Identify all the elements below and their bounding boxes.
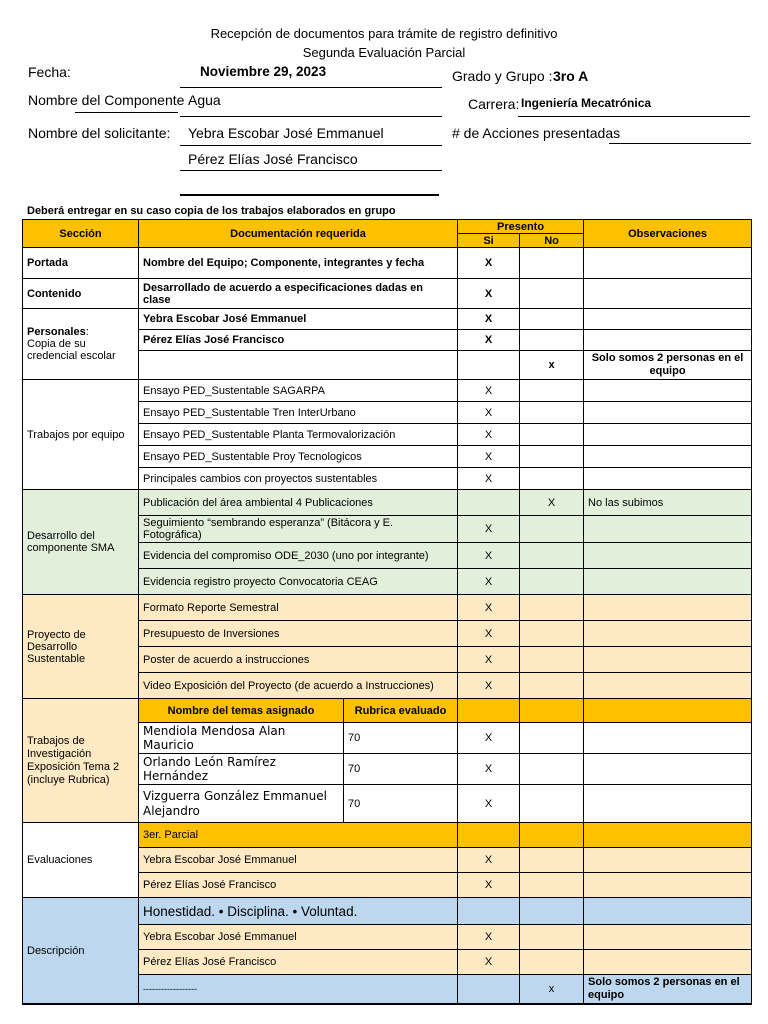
section-sma: Desarrollo del componente SMA — [23, 490, 139, 595]
table-row — [23, 898, 752, 925]
obs-cell — [584, 595, 752, 621]
componente-underline-left — [75, 112, 178, 113]
no-cell — [520, 673, 584, 699]
no-cell — [520, 595, 584, 621]
rubrica-score: 70 — [344, 723, 458, 754]
si-cell — [458, 490, 520, 516]
obs-cell — [584, 330, 752, 351]
no-cell — [520, 279, 584, 309]
si-cell: X — [458, 673, 520, 699]
si-cell: X — [458, 330, 520, 351]
table-row — [23, 823, 752, 848]
col-documentacion: Documentación requerida — [139, 220, 458, 248]
doc-subtitle: Segunda Evaluación Parcial — [302, 45, 466, 60]
doc-cell: Yebra Escobar José Emmanuel — [139, 309, 458, 330]
section-investigacion: Trabajos de Investigación Exposición Tema 2 (incluye Rubrica) — [23, 699, 139, 823]
fecha-value: Noviembre 29, 2023 — [200, 64, 327, 79]
doc-cell: Ensayo PED_Sustentable Planta Termovalorización — [139, 424, 458, 446]
doc-cell: ------------------ — [139, 975, 458, 1005]
doc-cell: Presupuesto de Inversiones — [139, 621, 458, 647]
si-cell: X — [458, 543, 520, 569]
table-row — [23, 248, 752, 279]
si-cell: X — [458, 723, 520, 754]
si-cell — [458, 898, 520, 925]
obs-cell — [584, 309, 752, 330]
obs-cell — [584, 673, 752, 699]
no-cell: x — [520, 975, 584, 1005]
doc-title: Recepción de documentos para trámite de registro definitivo — [210, 26, 558, 41]
doc-cell: Formato Reporte Semestral — [139, 595, 458, 621]
si-cell: X — [458, 647, 520, 673]
section-personales-title: Personales — [27, 326, 86, 338]
obs-cell — [584, 647, 752, 673]
carrera-underline — [518, 116, 750, 117]
section-proyecto: Proyecto de Desarrollo Sustentable — [23, 595, 139, 699]
section-trabajos: Trabajos por equipo — [23, 380, 139, 490]
si-cell: X — [458, 925, 520, 950]
doc-cell: Pérez Elías José Francisco — [139, 330, 458, 351]
rubrica-score: 70 — [344, 785, 458, 823]
si-cell: X — [458, 424, 520, 446]
table-row — [23, 279, 752, 309]
table-row — [23, 595, 752, 621]
col-si: Si — [458, 234, 520, 248]
no-cell — [520, 699, 584, 723]
si-cell: X — [458, 380, 520, 402]
componente-label: Nombre del Componente — [28, 92, 185, 108]
no-cell — [520, 925, 584, 950]
table-row — [23, 309, 752, 330]
obs-cell — [584, 279, 752, 309]
section-evaluaciones: Evaluaciones — [23, 823, 139, 898]
carrera-value: Ingeniería Mecatrónica — [521, 96, 652, 110]
si-cell: X — [458, 402, 520, 424]
obs-cell: Solo somos 2 personas en el equipo — [584, 975, 752, 1005]
doc-cell — [139, 351, 458, 380]
no-cell — [520, 723, 584, 754]
documents-table — [22, 219, 752, 1005]
obs-cell — [584, 898, 752, 925]
section-descripcion: Descripción — [23, 898, 139, 1005]
fecha-underline — [180, 87, 442, 88]
solicitante-underline-2 — [180, 170, 442, 171]
si-cell — [458, 699, 520, 723]
obs-cell: No las subimos — [584, 490, 752, 516]
solicitante-underline-1 — [180, 145, 442, 146]
doc-cell: Yebra Escobar José Emmanuel — [139, 925, 458, 950]
no-cell — [520, 248, 584, 279]
componente-underline — [180, 116, 442, 117]
si-cell: X — [458, 621, 520, 647]
no-cell — [520, 647, 584, 673]
si-cell: X — [458, 595, 520, 621]
si-cell: X — [458, 309, 520, 330]
table-row — [23, 699, 752, 723]
si-cell: X — [458, 848, 520, 873]
no-cell — [520, 873, 584, 898]
obs-cell — [584, 950, 752, 975]
solicitante-underline-3 — [180, 194, 439, 196]
obs-cell — [584, 380, 752, 402]
obs-cell: Solo somos 2 personas en el equipo — [584, 351, 752, 380]
solicitante-2: Pérez Elías José Francisco — [188, 151, 358, 167]
no-cell: x — [520, 351, 584, 380]
no-cell — [520, 785, 584, 823]
obs-cell — [584, 402, 752, 424]
si-cell: X — [458, 516, 520, 543]
obs-cell — [584, 925, 752, 950]
si-cell — [458, 351, 520, 380]
doc-cell: Video Exposición del Proyecto (de acuerdo a Instrucciones) — [139, 673, 458, 699]
doc-cell: Ensayo PED_Sustentable Tren InterUrbano — [139, 402, 458, 424]
doc-cell: Pérez Elías José Francisco — [139, 950, 458, 975]
obs-cell — [584, 543, 752, 569]
no-cell — [520, 380, 584, 402]
obs-cell — [584, 446, 752, 468]
obs-cell — [584, 873, 752, 898]
acciones-label: # de Acciones presentadas — [452, 125, 621, 141]
obs-cell — [584, 848, 752, 873]
no-cell — [520, 330, 584, 351]
acciones-underline — [609, 143, 751, 144]
student-name: Vizguerra González Emmanuel Alejandro — [139, 785, 344, 823]
col-nombre-tema: Nombre del temas asignado — [139, 699, 344, 723]
si-cell: X — [458, 950, 520, 975]
doc-cell: Principales cambios con proyectos sustentables — [139, 468, 458, 490]
section-contenido: Contenido — [23, 279, 139, 309]
obs-cell — [584, 699, 752, 723]
doc-cell: Poster de acuerdo a instrucciones — [139, 647, 458, 673]
obs-cell — [584, 424, 752, 446]
obs-cell — [584, 823, 752, 848]
doc-cell: Ensayo PED_Sustentable Proy Tecnologicos — [139, 446, 458, 468]
fecha-label: Fecha: — [28, 64, 71, 80]
grado-value: 3ro A — [553, 68, 589, 84]
doc-cell: Ensayo PED_Sustentable SAGARPA — [139, 380, 458, 402]
no-cell — [520, 543, 584, 569]
section-personales — [23, 309, 139, 380]
no-cell — [520, 424, 584, 446]
solicitante-1: Yebra Escobar José Emmanuel — [188, 125, 384, 141]
section-personales-sub: Copia de su credencial escolar — [27, 338, 116, 362]
no-cell — [520, 309, 584, 330]
componente-value: Agua — [188, 92, 221, 108]
doc-cell: Nombre del Equipo; Componente, integrantes y fecha — [139, 248, 458, 279]
no-cell — [520, 898, 584, 925]
doc-cell: Yebra Escobar José Emmanuel — [139, 848, 458, 873]
si-cell — [458, 823, 520, 848]
obs-cell — [584, 516, 752, 543]
no-cell — [520, 569, 584, 595]
section-portada: Portada — [23, 248, 139, 279]
no-cell — [520, 848, 584, 873]
no-cell — [520, 446, 584, 468]
doc-cell: Seguimiento “sembrando esperanza” (Bitácora y E. Fotográfica) — [139, 516, 458, 543]
doc-cell: Pérez Elías José Francisco — [139, 873, 458, 898]
obs-cell — [584, 754, 752, 785]
si-cell: X — [458, 248, 520, 279]
table-row — [23, 380, 752, 402]
student-name: Orlando León Ramírez Hernández — [139, 754, 344, 785]
col-rubrica: Rubrica evaluado — [344, 699, 458, 723]
no-cell — [520, 402, 584, 424]
no-cell — [520, 754, 584, 785]
no-cell — [520, 621, 584, 647]
si-cell: X — [458, 785, 520, 823]
doc-cell: Evidencia del compromiso ODE_2030 (uno por integrante) — [139, 543, 458, 569]
grado-label: Grado y Grupo : — [452, 68, 553, 84]
carrera-label: Carrera: — [468, 96, 520, 112]
section-personales-colon: : — [85, 326, 89, 338]
si-cell: X — [458, 279, 520, 309]
solicitante-label: Nombre del solicitante: — [28, 125, 171, 141]
col-observaciones: Observaciones — [584, 220, 752, 248]
doc-cell: Desarrollado de acuerdo a especificaciones dadas en clase — [139, 279, 458, 309]
si-cell: X — [458, 873, 520, 898]
rubrica-score: 70 — [344, 754, 458, 785]
table-row — [23, 490, 752, 516]
si-cell — [458, 975, 520, 1005]
col-presento: Presento — [458, 220, 584, 234]
no-cell — [520, 516, 584, 543]
obs-cell — [584, 723, 752, 754]
no-cell — [520, 468, 584, 490]
values-cell: Honestidad. • Disciplina. • Voluntad. — [139, 898, 458, 925]
student-name: Mendiola Mendosa Alan Mauricio — [139, 723, 344, 754]
no-cell — [520, 950, 584, 975]
header-row — [23, 220, 752, 234]
obs-cell — [584, 621, 752, 647]
doc-cell: Publicación del área ambiental 4 Publicaciones — [139, 490, 458, 516]
doc-cell: Evidencia registro proyecto Convocatoria CEAG — [139, 569, 458, 595]
parcial-cell: 3er. Parcial — [139, 823, 458, 848]
obs-cell — [584, 468, 752, 490]
si-cell: X — [458, 468, 520, 490]
col-seccion: Sección — [23, 220, 139, 248]
si-cell: X — [458, 446, 520, 468]
no-cell: X — [520, 490, 584, 516]
si-cell: X — [458, 569, 520, 595]
obs-cell — [584, 248, 752, 279]
note-text: Deberá entregar en su caso copia de los trabajos elaborados en grupo — [27, 205, 396, 217]
obs-cell — [584, 569, 752, 595]
si-cell: X — [458, 754, 520, 785]
no-cell — [520, 823, 584, 848]
obs-cell — [584, 785, 752, 823]
col-no: No — [520, 234, 584, 248]
